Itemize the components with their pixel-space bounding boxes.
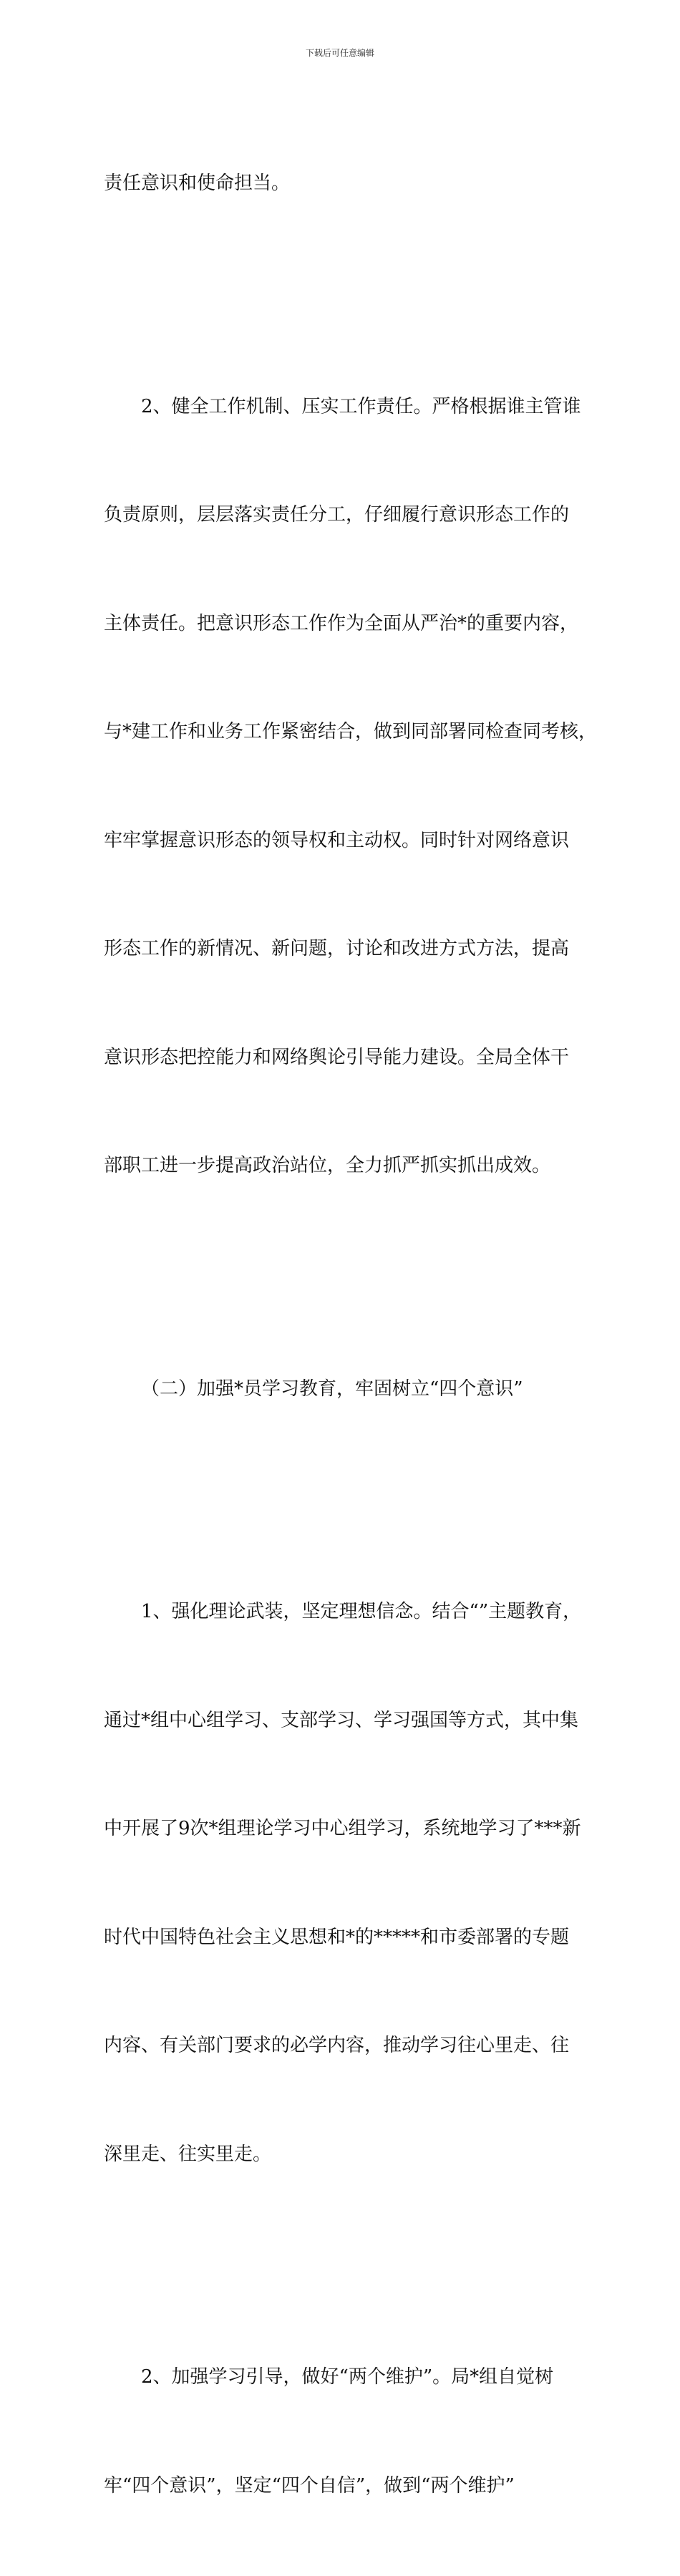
text-line: 1、强化理论武装，坚定理想信念。结合“”主题教育， [141, 1601, 582, 1622]
text-line: 通过*组中心组学习、支部学习、学习强国等方式，其中集 [104, 1709, 579, 1731]
text-line: 责任意识和使命担当。 [104, 173, 291, 194]
heading-line: （二）加强*员学习教育，牢固树立“四个意识” [141, 1377, 523, 1400]
text-line: 部职工进一步提高政治站位，全力抓严抓实抓出成效。 [104, 1155, 551, 1176]
text-line: 主体责任。把意识形态工作作为全面从严治*的重要内容， [104, 612, 579, 634]
paragraph-work-mechanism [104, 316, 598, 1256]
text-line: 形态工作的新情况、新问题，讨论和改进方式方法，提高 [104, 938, 570, 959]
page-header: 下载后可任意编辑 [305, 48, 374, 58]
text-line: 负责原则，层层落实责任分工，仔细履行意识形态工作的 [104, 504, 570, 526]
paragraph-theory [104, 1521, 591, 2245]
paragraph-study-guidance [104, 2287, 591, 2576]
text-line: 与*建工作和业务工作紧密结合，做到同部署同检查同考核， [104, 721, 598, 742]
text-line: 中开展了9次*组理论学习中心组学习，系统地学习了***新 [104, 1818, 581, 1839]
section-heading [104, 1299, 591, 1480]
text-line: 意识形态把控能力和网络舆论引导能力建设。全局全体干 [104, 1046, 570, 1068]
text-line: 时代中国特色社会主义思想和*的*****和市委部署的专题 [104, 1926, 570, 1948]
paragraph-continuation [104, 93, 591, 274]
text-line: 2、健全工作机制、压实工作责任。严格根据谁主管谁 [141, 395, 581, 417]
text-line: 内容、有关部门要求的必学内容，推动学习往心里走、往 [104, 2035, 570, 2056]
text-line: 深里走、往实里走。 [104, 2143, 272, 2165]
text-line: 牢牢掌握意识形态的领导权和主动权。同时针对网络意识 [104, 829, 570, 851]
text-line: 牢“四个意识”，坚定“四个自信”，做到“两个维护” [104, 2474, 515, 2497]
text-line: 2、加强学习引导，做好“两个维护”。局*组自觉树 [141, 2366, 554, 2388]
document-body [104, 93, 598, 2576]
